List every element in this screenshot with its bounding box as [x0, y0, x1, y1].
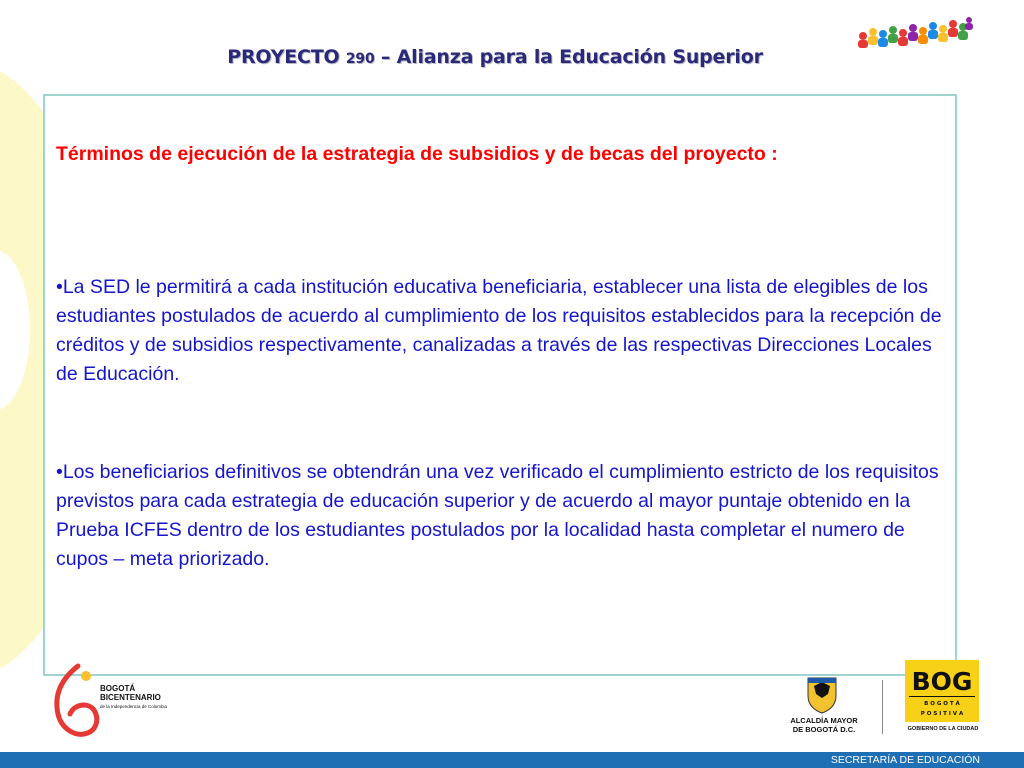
bog-positiva-logo-icon [905, 660, 979, 722]
bullet-paragraph-2: •Los beneficiarios definitivos se obtendrán una vez verificado el cumplimiento estricto de los requisitos previstos para cada estrategia de educación superior y de acuerdo al mayor puntaje obtenido en la Prueba ICFES dentro de los estudiantes postulados por la localidad hasta completar el numero de cupos – meta priorizado. [56, 461, 939, 570]
title-part1: PROYECTO [227, 46, 346, 68]
alcaldia-line1: ALCALDÍA MAYOR [790, 716, 858, 725]
title-number: 290 [345, 51, 375, 67]
footer-bar [0, 752, 1024, 768]
logo-divider [882, 680, 883, 734]
content-box [43, 94, 957, 676]
bog-sub-text: B O G O T Á [924, 701, 960, 707]
page-title [0, 46, 990, 68]
section-heading: Términos de ejecución de la estrategia de subsidios y de becas del proyecto : [56, 143, 778, 165]
bullet-paragraph-1: •La SED le permitirá a cada institución educativa beneficiaria, establecer una lista de elegibles de los estudiantes postulados de acuerdo al cumplimiento de los requisitos establecidos para la recepción de créditos y de subsidios respectivamente, canalizadas a través de las respectivas Direcciones Locales de Educación. [56, 276, 942, 385]
title-part2: – Alianza para la Educación Superior [374, 46, 763, 68]
bog-logo-text: BOG [911, 667, 973, 696]
people-group-icon [855, 14, 975, 50]
bicentenario-text [100, 684, 167, 711]
positiva-text: P O S I T I V A [920, 711, 964, 717]
bogota-crest-icon [800, 674, 844, 714]
alcaldia-line2: DE BOGOTÁ D.C. [792, 725, 856, 734]
bicentenario-line2: BICENTENARIO [100, 693, 161, 702]
bicentenario-sub: de la Independencia de Colombia [100, 704, 168, 709]
alcaldia-text [776, 716, 872, 734]
gobierno-text: GOBIERNO DE LA CIUDAD [907, 726, 979, 732]
bicentenario-line1: BOGOTÁ [100, 684, 136, 693]
footer-text: SECRETARÍA DE EDUCACIÓN [830, 754, 980, 766]
